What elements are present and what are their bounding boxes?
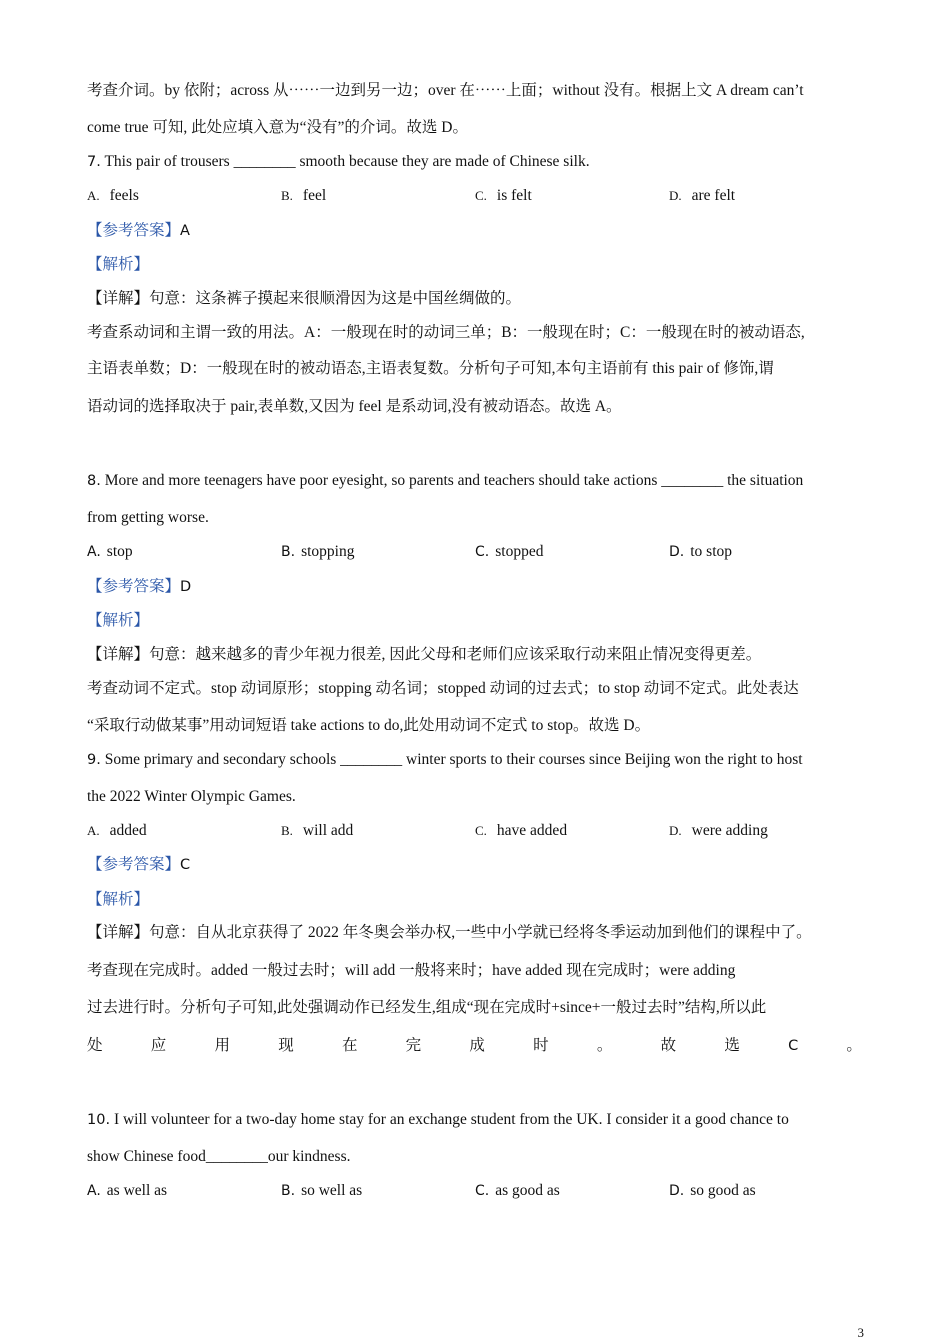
q8-option-a: A. stop — [87, 543, 133, 560]
q9-number: 9. — [87, 752, 101, 768]
q7-answer — [87, 221, 190, 241]
q10-option-b: B. so well as — [281, 1182, 363, 1199]
q7-analysis-line-1: 考查系动词和主谓一致的用法。A：一般现在时的动词三单；B：一般现在时；C：一般现在时的被动语态, — [87, 324, 805, 341]
q7-analysis-line-2: 主语表单数；D：一般现在时的被动语态,主语表复数。分析句子可知,本句主语前有 this pair of 修饰,谓 — [87, 360, 774, 377]
q9-analysis-line-2: 过去进行时。分析句子可知,此处强调动作已经发生,组成“现在完成时+since+一般过去时”结构,所以此 — [87, 999, 767, 1016]
q7-analysis-label: 【解析】 — [87, 256, 150, 273]
q8-answer-value: D — [180, 579, 192, 595]
q9-detail-text: 句意：自从北京获得了 2022 年冬奥会举办权,一些中小学就已经将冬季运动加到他们的课程中了。 — [149, 924, 812, 941]
detail-label: 【详解】 — [87, 646, 150, 663]
q7-answer-value: A — [180, 223, 190, 239]
q10-option-c: C. as good as — [475, 1182, 560, 1199]
q7-stem-text: This pair of trousers ________ smooth because they are made of Chinese silk. — [104, 153, 590, 170]
q9-option-b: B. will add — [281, 822, 354, 839]
answer-label: 【参考答案】 — [87, 856, 181, 873]
detail-label: 【详解】 — [87, 290, 150, 307]
q8-analysis-line-2: “采取行动做某事”用动词短语 take actions to do,此处用动词不定式 to stop。故选 D。 — [87, 717, 651, 734]
q9-detail — [87, 923, 812, 943]
q7-option-d: D. are felt — [669, 187, 736, 204]
page-number: 3 — [857, 1325, 864, 1340]
q10-stem-line-1: 10. I will volunteer for a two-day home stay for an exchange student from the UK. I consider it a good chance to — [87, 1111, 789, 1128]
answer-label: 【参考答案】 — [87, 578, 181, 595]
intro-line-1: 考查介词。by 依附；across 从⋯⋯一边到另一边；over 在⋯⋯上面；without 没有。根据上文 A dream can’t — [87, 82, 804, 99]
q7-detail-text: 句意：这条裤子摸起来很顺滑因为这是中国丝绸做的。 — [149, 290, 522, 307]
q7-stem — [87, 152, 590, 172]
q10-option-d: D. so good as — [669, 1182, 756, 1199]
q8-analysis-label: 【解析】 — [87, 612, 150, 629]
q7-number: 7. — [87, 154, 101, 170]
answer-label: 【参考答案】 — [87, 222, 181, 239]
q8-detail-text: 句意：越来越多的青少年视力很差, 因此父母和老师们应该采取行动来阻止情况变得更差。 — [149, 646, 762, 663]
q8-option-b: B. stopping — [281, 543, 355, 560]
q8-number: 8. — [87, 473, 101, 489]
q10-stem-line-2: show Chinese food________our kindness. — [87, 1148, 351, 1165]
q9-stem-line-1: 9. Some primary and secondary schools ________ winter sports to their courses since Beijing won the right to host — [87, 751, 803, 768]
q9-answer-value: C — [180, 857, 191, 873]
intro-line-2: come true 可知, 此处应填入意为“没有”的介词。故选 D。 — [87, 119, 468, 136]
q7-detail — [87, 289, 521, 309]
q9-answer — [87, 855, 190, 875]
q8-option-d: D. to stop — [669, 543, 733, 560]
q9-option-d: D. were adding — [669, 822, 768, 839]
q8-detail — [87, 645, 761, 665]
q8-answer — [87, 577, 191, 597]
q8-stem-line-2: from getting worse. — [87, 509, 209, 526]
q8-option-c: C. stopped — [475, 543, 544, 560]
q7-option-b: B. feel — [281, 187, 327, 204]
q10-option-a: A. as well as — [87, 1182, 168, 1199]
q9-option-c: C. have added — [475, 822, 568, 839]
q9-analysis-line-1: 考查现在完成时。added 一般过去时；will add 一般将来时；have added 现在完成时；were adding — [87, 962, 736, 979]
q9-analysis-line-3: 处 应 用 现 在 完 成 时 。 故 选 C 。 — [87, 1037, 862, 1054]
q10-number: 10. — [87, 1112, 111, 1128]
q8-analysis-line-1: 考查动词不定式。stop 动词原形；stopping 动名词；stopped 动词的过去式；to stop 动词不定式。此处表达 — [87, 680, 799, 697]
q9-analysis-label: 【解析】 — [87, 891, 150, 908]
q9-stem-line-2: the 2022 Winter Olympic Games. — [87, 788, 296, 805]
q7-option-c: C. is felt — [475, 187, 532, 204]
detail-label: 【详解】 — [87, 924, 150, 941]
q8-stem-line-1: 8. More and more teenagers have poor eyesight, so parents and teachers should take actions ________ the situation — [87, 472, 804, 489]
q7-analysis-line-3: 语动词的选择取决于 pair,表单数,又因为 feel 是系动词,没有被动语态。故选 A。 — [87, 398, 622, 415]
q9-option-a: A. added — [87, 822, 147, 839]
q7-option-a: A. feels — [87, 187, 139, 204]
